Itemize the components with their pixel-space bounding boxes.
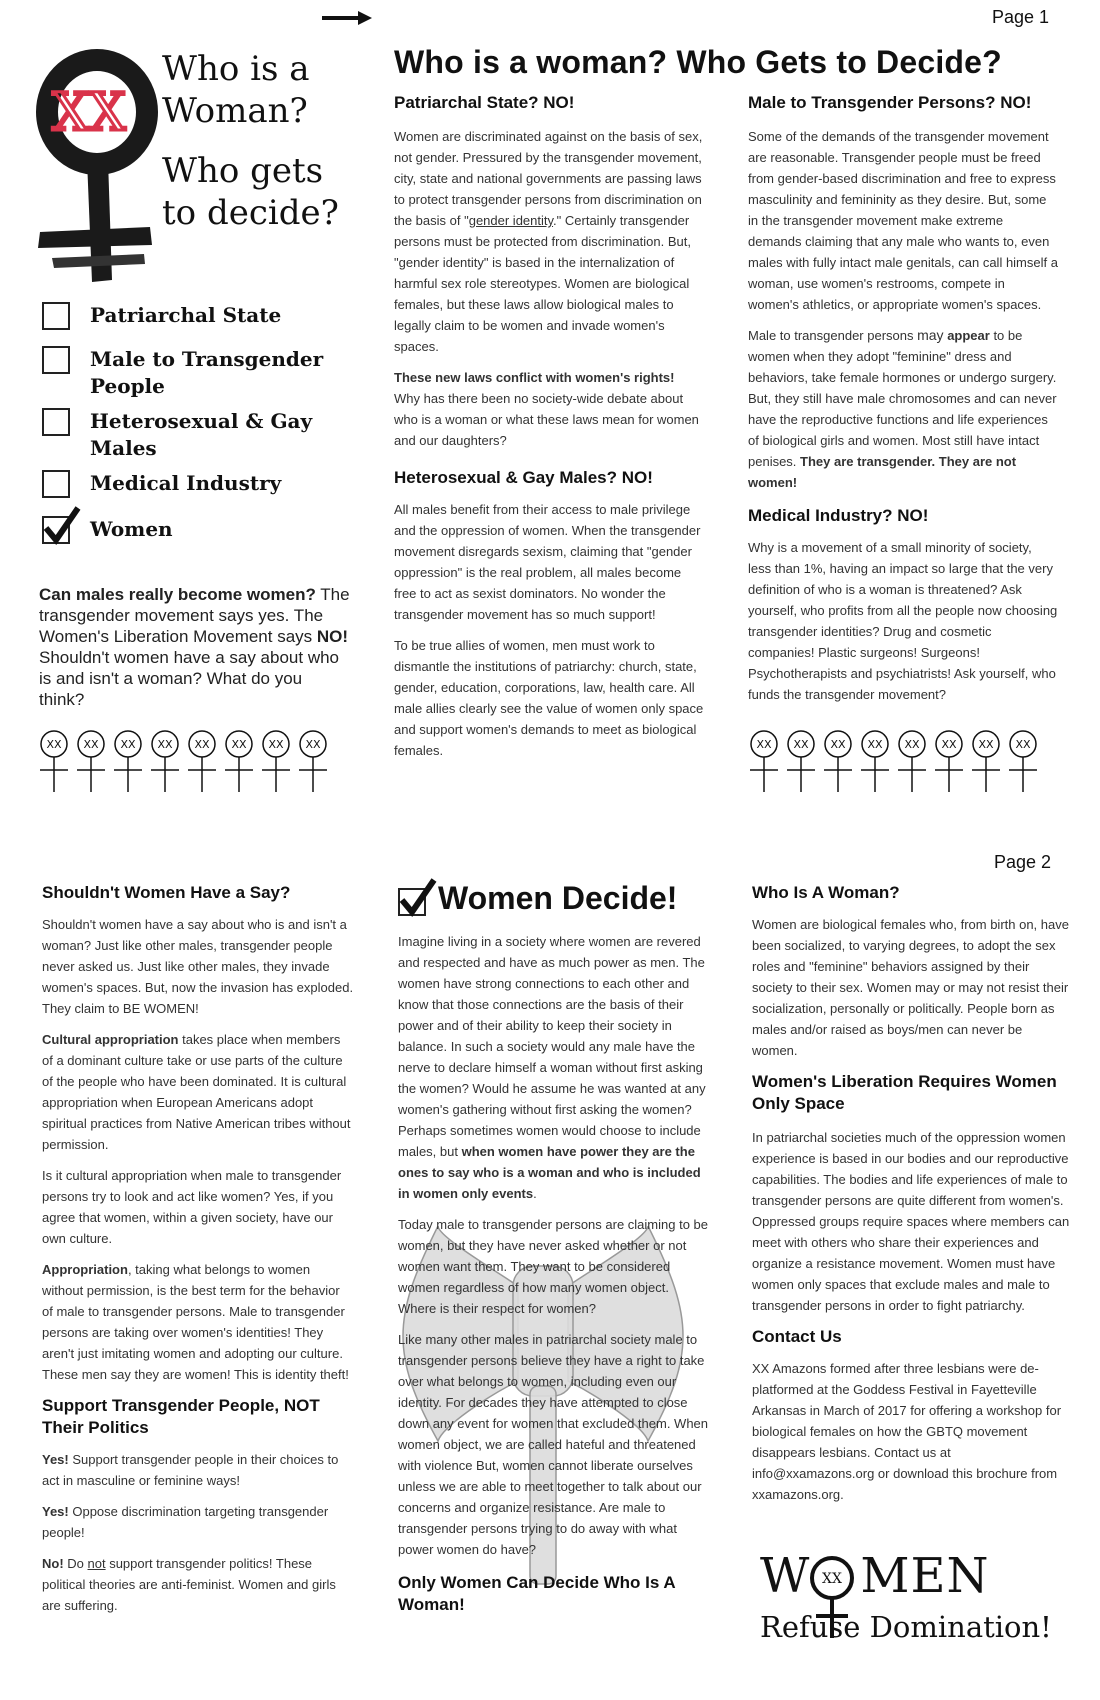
venus-xx-small-icon	[859, 730, 895, 792]
venus-xx-small-icon	[785, 730, 821, 792]
checkbox-checked-icon	[42, 516, 70, 544]
venus-xx-text: XX	[793, 738, 809, 751]
question-lead: Can males really become women?	[39, 585, 316, 604]
gender-identity-link: gender identity	[468, 213, 554, 228]
logo-letter-w: W	[760, 1548, 811, 1604]
page2-column-right	[752, 882, 1070, 1515]
paragraph: Some of the demands of the transgender movement are reasonable. Transgender people must be freed from gender-based discrimination and free to express masculinity and femininity as they desire. But, some in the transgender movement make extreme demands claiming that any male who wants to, even males with fully intact male genitals, can call himself a woman, use women's restrooms, compete in women's athletics, or appropriate women's spaces.	[748, 129, 1058, 312]
venus-symbol-row-right	[748, 730, 1044, 792]
question-text: The transgender movement says yes. The Women's Liberation Movement says	[39, 585, 350, 646]
paragraph: Yes! Support transgender people in their choices to act in masculine or feminine ways!	[42, 1452, 339, 1488]
venus-xx-text: XX	[268, 738, 284, 751]
checklist-label: Medical Industry	[90, 471, 282, 495]
paragraph: Is it cultural appropriation when male to transgender persons try to look and act like women? Yes, if you agree that women, within a given society, have our own culture.	[42, 1168, 342, 1246]
paragraph: Today male to transgender persons are claiming to be women, but they have never asked whether or not women want them. They want to be considered women regardless of how many women object. Where is their respect for women?	[398, 1217, 709, 1316]
heading-who-is-a-woman: Who Is A Woman?	[752, 883, 900, 902]
page1-column-2	[748, 92, 1058, 715]
paragraph: Appropriation, taking what belongs to women without permission, is the best term for the behavior of male to transgender persons. Male to transgender persons are taking over women's identities! They aren't just imitating women and adopting our culture. These men say they are women! This is identity theft!	[42, 1262, 349, 1382]
paragraph: Why is a movement of a small minority of society, less than 1%, having an impact so large that the very definition of who is a woman is threatened? Ask yourself, who profits from all the people now choosing transgender identities? Drug and cosmetic companies! Plastic surgeons! Surgeons! Psychotherapists and psychiatrists! Ask yourself, who funds the transgender movement?	[748, 540, 1058, 702]
venus-xx-small-icon	[75, 730, 111, 792]
venus-xx-text: XX	[194, 738, 210, 751]
venus-xx-text: XX	[978, 738, 994, 751]
page2-column-middle	[398, 880, 710, 1616]
poster-line-1: Who is a	[162, 49, 310, 89]
paragraph: Imagine living in a society where women are revered and respected and have as much power as men. The women have strong connections to each other and know that those connections are the basis of their power and of their ability to keep their society in balance. In such a society would any male have the nerve to declare himself a woman without first asking the women? Would he assume he was wanted at any women's gathering without first asking the women? Perhaps sometimes women would choose to include males, but when women have power they are the ones to say who is a woman and who is included in women only events.	[398, 934, 706, 1201]
venus-xx-text: XX	[120, 738, 136, 751]
paragraph: To be true allies of women, men must work to dismantle the institutions of patriarchy: church, state, gender, education, corporations, law, health care. All male allies clearly see the value of women only space and support women's demands to meet as biological females.	[394, 638, 704, 758]
checklist-item-women	[42, 516, 342, 544]
venus-xx-text: XX	[830, 738, 846, 751]
venus-xx-small-icon	[186, 730, 222, 792]
checkbox-checked-icon	[398, 888, 426, 916]
checklist-label: Patriarchal State	[90, 303, 282, 327]
paragraph: Like many other males in patriarchal society male to transgender persons believe they have a right to take over what belongs to women, including even our identity. For decades they have attempted to close down any event for women that excluded them. When women object, we are called hateful and threatened with violence But, women cannot liberate ourselves unless we are able to meet together to talk about our concerns and organize resistance. Are male to transgender persons trying to do away with what power women do have?	[398, 1332, 709, 1557]
paragraph: Women are discriminated against on the basis of sex, not gender. Pressured by the transgender movement, city, state and national governments are passing laws to protect transgender persons from discrimination on the basis of "gender identity." Certainly transgender persons must be protected from discrimination. But, "gender identity" is based in the internalization of harmful sex role stereotypes. Women are biological females, but these laws allow biological males to legally claim to be women and invade women's spaces.	[394, 129, 703, 354]
poster-line-3: Who gets	[162, 151, 324, 191]
checklist-item-heterosexual-gay-males	[42, 408, 342, 462]
venus-xx-text: XX	[941, 738, 957, 751]
question-no: NO!	[316, 627, 349, 646]
checklist-item-medical-industry	[42, 470, 342, 498]
venus-xx-small-icon	[970, 730, 1006, 792]
paragraph: Cultural appropriation takes place when members of a dominant culture take or use parts of the culture of the people who have been dominated. It is cultural appropriation when European Americans adopt spiritual practices from Native American tribes without permission.	[42, 1032, 351, 1152]
venus-xx-text: XX	[1015, 738, 1031, 751]
heading-patriarchal-state: Patriarchal State? NO!	[394, 93, 575, 112]
paragraph: Yes! Oppose discrimination targeting transgender people!	[42, 1504, 329, 1540]
venus-xx-text: XX	[867, 738, 883, 751]
svg-text:XX: XX	[52, 83, 127, 143]
page-number: Page 1	[992, 7, 1050, 27]
venus-xx-small-icon	[112, 730, 148, 792]
arrow-right-icon	[322, 10, 372, 26]
checkbox-unchecked-icon	[42, 346, 70, 374]
venus-xx-small-icon	[748, 730, 784, 792]
logo-letters-men: MEN	[860, 1548, 990, 1604]
checklist-label: Heterosexual & Gay Males	[90, 409, 313, 460]
heading-support-transgender: Support Transgender People, NOT Their Politics	[42, 1396, 320, 1437]
venus-xx-text: XX	[756, 738, 772, 751]
page-title: Who is a woman? Who Gets to Decide?	[394, 44, 1002, 80]
paragraph: Women are biological females who, from birth on, have been socialized, to varying degrees, to adopt the sex roles and "feminine" behaviors assigned by their society to their sex. Women may or may not resist their socialization, personally or politically. People born as males and/or raised as boys/men can never be women.	[752, 917, 1069, 1058]
venus-xx-small-icon	[297, 730, 333, 792]
checkbox-unchecked-icon	[42, 470, 70, 498]
paragraph: No! Do not support transgender politics! These political theories are anti-feminist. Women and girls are suffering.	[42, 1556, 336, 1613]
heading-male-to-transgender: Male to Transgender Persons? NO!	[748, 93, 1032, 112]
checklist	[42, 302, 342, 544]
venus-xx-text: XX	[83, 738, 99, 751]
poster-line-4: to decide?	[162, 193, 339, 233]
checklist-label: Male to Transgender People	[90, 347, 324, 398]
heading-only-women-decide: Only Women Can Decide Who Is A Woman!	[398, 1573, 676, 1614]
venus-xx-text: XX	[231, 738, 247, 751]
heading-medical-industry: Medical Industry? NO!	[748, 506, 929, 525]
heading-womens-liberation: Women's Liberation Requires Women Only Space	[752, 1072, 1057, 1113]
women-decide-title: Women Decide!	[438, 880, 678, 916]
page1-column-1	[394, 92, 704, 771]
page-number: Page 2	[994, 852, 1052, 872]
venus-xx-small-icon	[933, 730, 969, 792]
checklist-label: Women	[90, 517, 173, 541]
poster-line-2: Woman?	[162, 91, 308, 131]
venus-xx-small-icon	[1007, 730, 1043, 792]
venus-xx-text: XX	[305, 738, 321, 751]
paragraph: These new laws conflict with women's rights! Why has there been no society-wide debate about who is a woman or what these laws mean for women and our daughters?	[394, 370, 699, 448]
paragraph: In patriarchal societies much of the oppression women experience is based in our bodies and our reproductive capabilities. The bodies and life experiences of male to transgender persons are quite different from women's. Oppressed groups require spaces where members can meet with others who share their experiences and organize a resistance movement. Women must have women only spaces that exclude males and male to transgender persons in order to fight patriarchy.	[752, 1130, 1070, 1313]
heading-shouldnt-women-have-say: Shouldn't Women Have a Say?	[42, 883, 291, 902]
checkbox-unchecked-icon	[42, 302, 70, 330]
venus-xx-small-icon	[260, 730, 296, 792]
page2-column-left	[42, 882, 354, 1626]
heading-heterosexual-gay-males: Heterosexual & Gay Males? NO!	[394, 468, 653, 487]
venus-xx-small-icon	[38, 730, 74, 792]
venus-xx-small-icon	[149, 730, 185, 792]
checklist-item-patriarchal-state	[42, 302, 342, 330]
logo-tagline: Refuse Domination!	[760, 1610, 1052, 1644]
paragraph: XX Amazons formed after three lesbians were de-platformed at the Goddess Festival in Fayetteville Arkansas in March of 2017 for offering a workshop for biological females on how the GBTQ movement disappears lesbians. Contact us at info@xxamazons.org or download this brochure from xxamazons.org.	[752, 1361, 1062, 1502]
venus-xx-text: XX	[904, 738, 920, 751]
paragraph: All males benefit from their access to male privilege and the oppression of women. When the transgender movement disregards sexism, claiming that "gender oppression" is the real problem, all males become free to act as sexist dominators. No wonder the transgender movement has so much support!	[394, 502, 701, 622]
logo-xx-text: XX	[822, 1571, 842, 1587]
paragraph: Shouldn't women have a say about who is and isn't a woman? Just like other males, transgender people never asked us. Just like other males, they invade women's spaces. But, now the invasion has exploded. They claim to BE WOMEN!	[42, 917, 354, 1016]
question-text: Shouldn't women have a say about who is and isn't a woman? What do you think?	[39, 648, 339, 709]
question-paragraph	[39, 584, 351, 710]
women-refuse-domination-logo	[760, 1548, 1060, 1658]
venus-symbol-row-left	[38, 730, 334, 792]
checkbox-unchecked-icon	[42, 408, 70, 436]
venus-xx-text: XX	[157, 738, 173, 751]
paragraph: Male to transgender persons may appear to be women when they adopt "feminine" dress and behaviors, take female hormones or undergo surgery. But, they still have male chromosomes and can never have the reproductive functions and life experiences of biological girls and women. Most still have intact penises. They are transgender. They are not women!	[748, 327, 1057, 490]
venus-xx-symbol-icon	[32, 42, 162, 282]
venus-xx-text: XX	[46, 738, 62, 751]
heading-contact-us: Contact Us	[752, 1327, 842, 1346]
venus-xx-small-icon	[223, 730, 259, 792]
checklist-item-male-to-transgender	[42, 346, 342, 400]
venus-xx-small-icon	[822, 730, 858, 792]
venus-xx-small-icon	[896, 730, 932, 792]
